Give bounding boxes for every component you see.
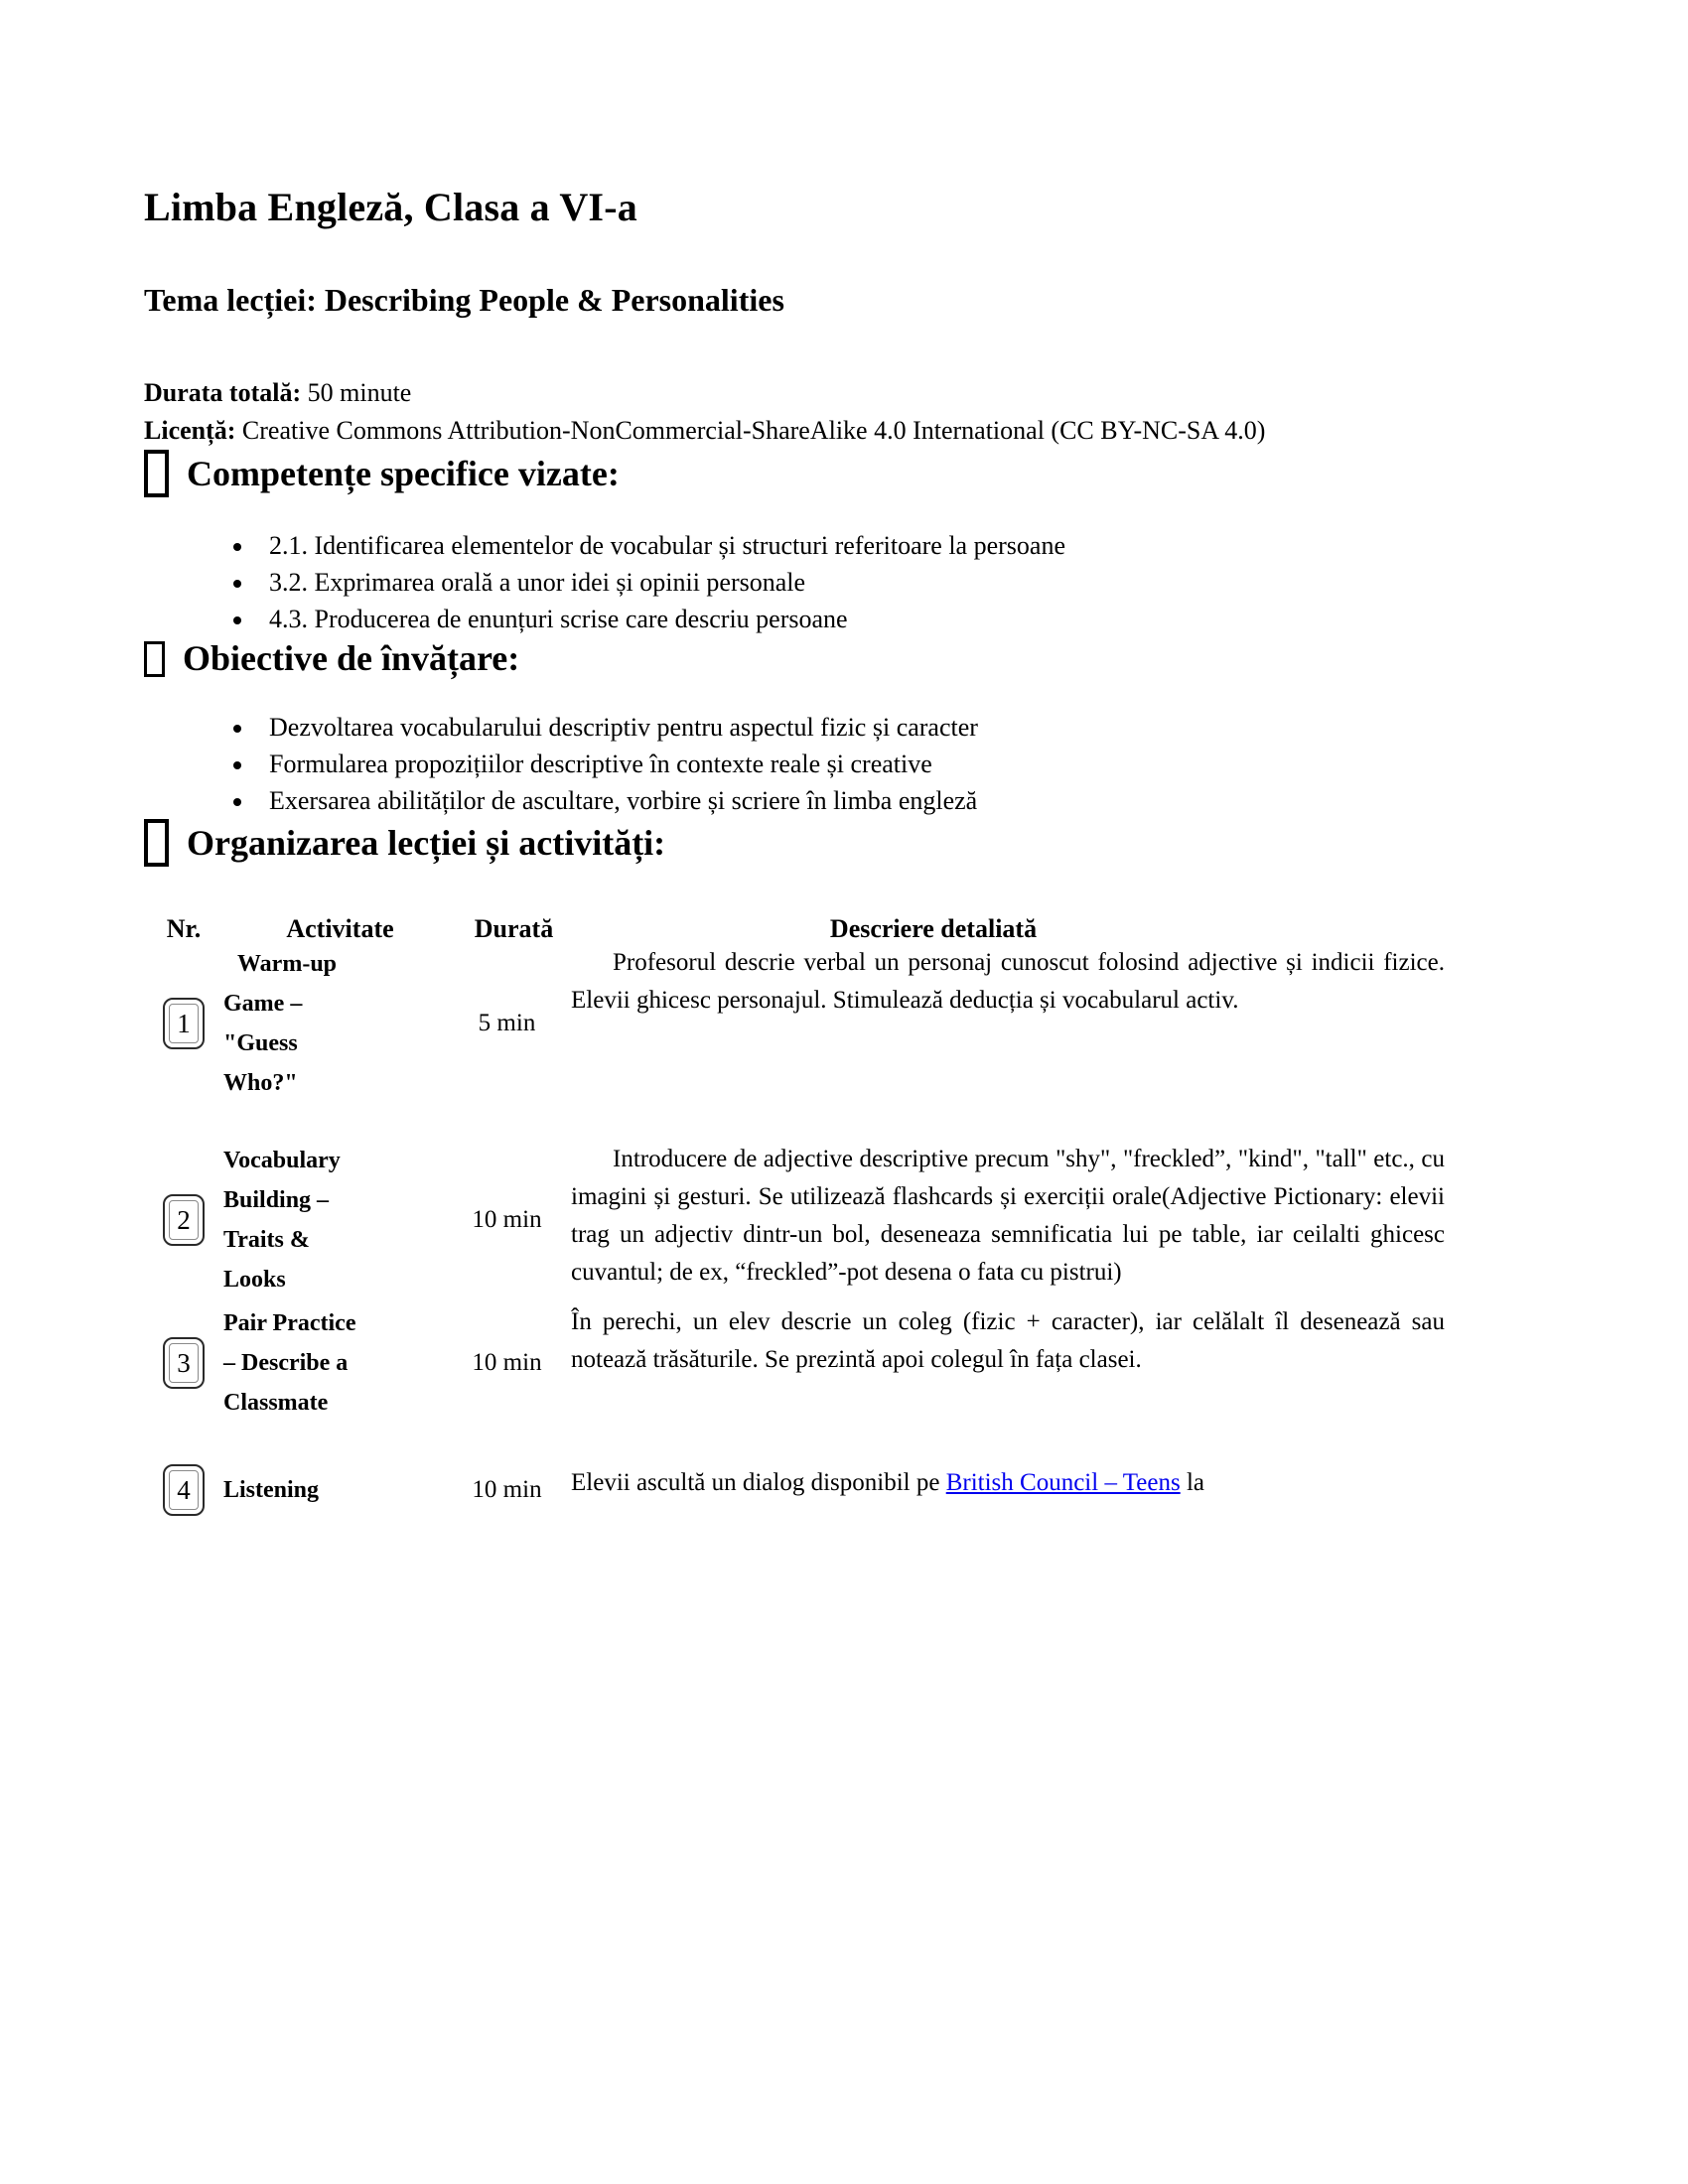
bullet-item: • 2.1. Identificarea elementelor de vocabular și structuri referitoare la persoane xyxy=(255,527,1544,564)
activity-name: Listening xyxy=(223,1477,320,1503)
page-title: Limba Engleză, Clasa a VI-a xyxy=(144,185,637,229)
activities-table xyxy=(144,914,1544,1516)
section-heading-competente xyxy=(144,450,1544,497)
activity-duration: 10 min xyxy=(472,1206,542,1233)
meta-block xyxy=(144,374,1544,450)
table-row xyxy=(144,1141,1544,1299)
section-heading-text: Organizarea lecției și activități: xyxy=(187,823,666,863)
section-heading-obiective xyxy=(144,637,1544,679)
obiective-bullet-list xyxy=(144,709,1544,819)
description-suffix: la xyxy=(1180,1469,1204,1496)
bullet-item: • Dezvoltarea vocabularului descriptiv pentru aspectul fizic și caracter xyxy=(255,709,1544,746)
missing-glyph-icon xyxy=(144,641,165,677)
duration-value: 50 minute xyxy=(307,378,412,407)
activity-duration: 5 min xyxy=(478,1010,536,1036)
row-number-badge-icon: 2 xyxy=(163,1194,205,1246)
activity-name: Vocabulary Building – Traits & Looks xyxy=(223,1148,341,1293)
duration-line xyxy=(144,374,1544,412)
lesson-topic-heading: Tema lecției: Describing People & Personalities xyxy=(144,282,784,318)
activity-description xyxy=(571,1464,1544,1502)
activity-name: Warm-up Game – "Guess Who?" xyxy=(223,951,338,1096)
activity-name: Pair Practice – Describe a Classmate xyxy=(223,1310,356,1416)
section-heading-text: Competențe specifice vizate: xyxy=(187,454,620,493)
row-number-badge-icon: 4 xyxy=(163,1464,205,1516)
table-row xyxy=(144,1303,1544,1423)
activity-description: În perechi, un elev descrie un coleg (fizic + caracter), iar celălalt îl desenează sau notează trăsăturile. Se prezintă apoi colegul în fața clasei. xyxy=(571,1308,1445,1373)
activity-duration: 10 min xyxy=(472,1349,542,1376)
table-header-nr: Nr. xyxy=(166,914,202,943)
section-heading-organizare xyxy=(144,819,1544,867)
table-row xyxy=(144,1464,1544,1516)
license-value: Creative Commons Attribution-NonCommercial-ShareAlike 4.0 International (CC BY-NC-SA 4.0) xyxy=(241,416,1266,445)
british-council-link[interactable]: British Council – Teens xyxy=(945,1469,1181,1496)
bullet-item: • Formularea propozițiilor descriptive în contexte reale și creative xyxy=(255,746,1544,782)
activity-description: Introducere de adjective descriptive precum "shy", "freckled”, "kind", "tall" etc., cu imagini și gesturi. Se utilizează flashcards și exerciții orale(Adjective Pictionary: elevii trag un adjectiv dintr-un bol, deseneaza semnificatia lui pe table, iar ceilalti ghicesc cuvantul; de ex, “freckled”-pot desena o fata cu pistrui) xyxy=(571,1146,1445,1286)
table-header-descriere: Descriere detaliată xyxy=(829,914,1038,943)
description-prefix: Elevii ascultă un dialog disponibil pe xyxy=(571,1469,946,1496)
row-number-badge-icon: 1 xyxy=(163,998,205,1049)
table-header-durata: Durată xyxy=(474,914,554,943)
table-header-row xyxy=(144,914,1544,944)
missing-glyph-icon xyxy=(144,450,169,497)
bullet-item: • 3.2. Exprimarea orală a unor idei și opinii personale xyxy=(255,564,1544,601)
activity-duration: 10 min xyxy=(472,1476,542,1503)
table-row xyxy=(144,944,1544,1103)
license-label: Licență: xyxy=(144,416,236,445)
license-line xyxy=(144,412,1544,450)
missing-glyph-icon xyxy=(144,819,169,867)
competente-bullet-list xyxy=(144,527,1544,637)
activity-description: Profesorul descrie verbal un personaj cunoscut folosind adjective și indicii fizice. Elevii ghicesc personajul. Stimulează deducția și vocabularul activ. xyxy=(571,949,1445,1014)
row-number-badge-icon: 3 xyxy=(163,1337,205,1389)
table-header-activitate: Activitate xyxy=(286,914,394,943)
bullet-item: • Exersarea abilităților de ascultare, vorbire și scriere în limba engleză xyxy=(255,782,1544,819)
bullet-item: • 4.3. Producerea de enunțuri scrise care descriu persoane xyxy=(255,601,1544,637)
duration-label: Durata totală: xyxy=(144,378,302,407)
section-heading-text: Obiective de învățare: xyxy=(183,638,520,678)
